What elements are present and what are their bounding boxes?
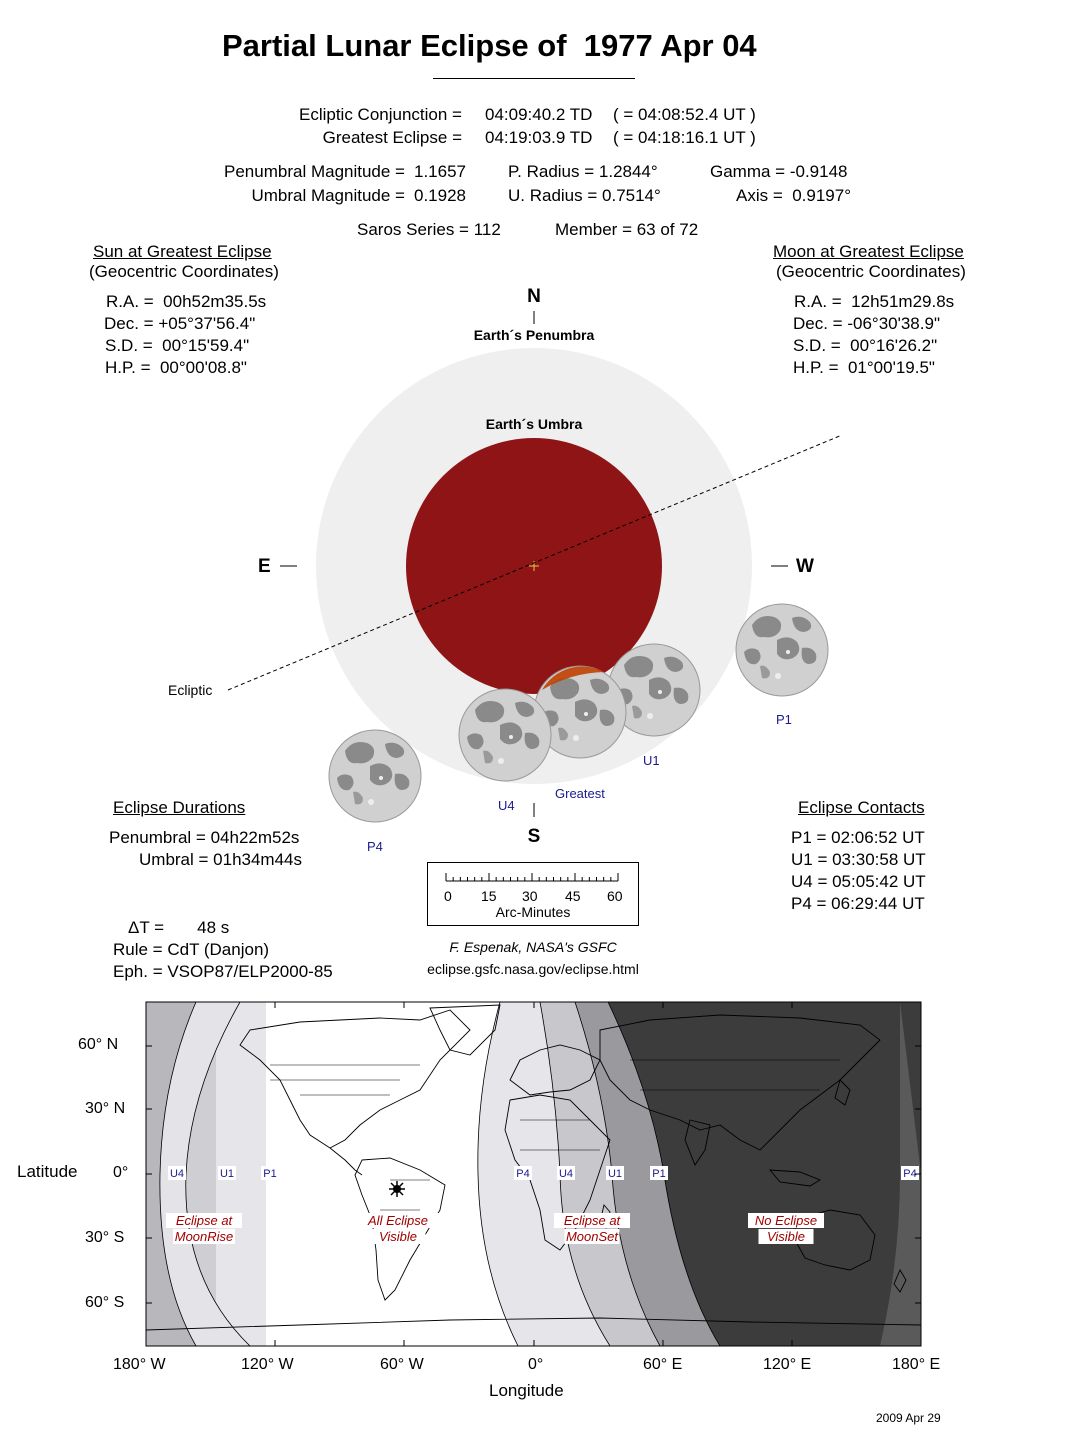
moon-hp: H.P. = 01°00'19.5" [793,358,935,377]
map-contact-tag [218,1166,236,1180]
lon-tick-120e: 120° E [763,1356,812,1373]
sun-ra: R.A. = 00h52m35.5s [106,292,267,311]
moon-u1-label: U1 [643,753,660,768]
svg-text:No Eclipse: No Eclipse [754,1213,818,1228]
moon-p1 [736,604,828,696]
penumbral-magnitude: 1.1657 [414,162,466,181]
svg-text:P4: P4 [516,1168,530,1180]
title-underline [433,78,635,79]
ephemeris: Eph. = VSOP87/ELP2000-85 [113,962,333,981]
svg-text:P1: P1 [263,1168,277,1180]
lat-tick-60n: 60° N [78,1036,119,1053]
scale-tick-60: 60 [607,888,623,904]
longitude-axis-label: Longitude [489,1381,564,1400]
south-label: S [527,826,541,847]
greatest-eclipse-td: 04:19:03.9 TD [485,128,593,147]
ecliptic-label: Ecliptic [168,682,213,698]
svg-text:U1: U1 [219,1168,235,1180]
penumbral-duration: Penumbral = 04h22m52s [109,828,300,847]
penumbral-radius: P. Radius = 1.2844° [508,162,658,181]
svg-text:MoonSet: MoonSet [565,1229,619,1244]
greatest-eclipse-label: Greatest Eclipse = [322,128,462,147]
east-label: E [258,556,271,577]
map-contact-tag [901,1166,919,1180]
latitude-axis-label: Latitude [17,1162,78,1181]
map-contact-tag [650,1166,668,1180]
greatest-eclipse-ut: ( = 04:18:16.1 UT ) [613,128,756,147]
lon-tick-180e: 180° E [892,1356,941,1373]
subsolar-point-icon [389,1181,405,1197]
sun-sd: S.D. = 00°15'59.4" [105,336,250,355]
conjunction-label: Ecliptic Conjunction = [298,105,462,124]
umbral-duration: Umbral = 01h34m44s [139,850,303,869]
lon-tick-0: 0° [528,1356,544,1373]
lat-tick-60s: 60° S [85,1294,125,1311]
moon-u4-label: U4 [498,798,515,813]
date-stamp: 2009 Apr 29 [876,1411,941,1425]
moon-p4-label: P4 [367,839,383,854]
contact-p4: P4 = 06:29:44 UT [791,894,925,913]
credit-author: F. Espenak, NASA's GSFC [449,939,617,955]
moon-dec: Dec. = -06°30'38.9" [793,314,940,333]
svg-text:Visible: Visible [378,1229,418,1244]
lon-tick-180w: 180° W [113,1356,166,1373]
sun-hp: H.P. = 00°00'08.8" [105,358,247,377]
svg-text:P1: P1 [652,1168,666,1180]
svg-text:Eclipse at: Eclipse at [563,1213,621,1228]
saros-series: Saros Series = 112 [357,220,501,239]
delta-t: ΔT = 48 s [128,918,230,937]
contact-u1: U1 = 03:30:58 UT [791,850,926,869]
svg-text:U1: U1 [607,1168,623,1180]
scale-tick-0: 0 [444,888,452,904]
credit-url[interactable]: eclipse.gsfc.nasa.gov/eclipse.html [427,961,639,977]
penumbra-label: Earth´s Penumbra [473,327,595,343]
umbra-label: Earth´s Umbra [485,416,583,432]
sun-heading: Sun at Greatest Eclipse [93,242,272,261]
moon-p4 [329,730,421,822]
map-zone-label [166,1213,242,1244]
lat-tick-30s: 30° S [85,1229,125,1246]
lon-tick-60w: 60° W [380,1356,424,1373]
svg-text:Eclipse at: Eclipse at [175,1213,233,1228]
scale-label: Arc-Minutes [495,904,571,920]
durations-heading: Eclipse Durations [113,798,246,817]
eclipse-diagram [0,280,1082,860]
map-contact-tag [261,1166,279,1180]
moon-sd: S.D. = 00°16'26.2" [793,336,938,355]
contacts-heading: Eclipse Contacts [798,798,925,817]
umbral-magnitude-label: Umbral Magnitude = [251,186,405,205]
svg-text:U4: U4 [558,1168,574,1180]
svg-text:MoonRise: MoonRise [174,1229,234,1244]
map-contact-tag [606,1166,624,1180]
danjon-rule: Rule = CdT (Danjon) [113,940,270,959]
lon-tick-120w: 120° W [241,1356,294,1373]
gamma: Gamma = -0.9148 [710,162,848,181]
contact-p1: P1 = 02:06:52 UT [791,828,925,847]
svg-text:U4: U4 [169,1168,185,1180]
penumbral-magnitude-label: Penumbral Magnitude = [224,162,405,181]
moon-u4 [459,689,551,781]
map-contact-tag [514,1166,532,1180]
sun-dec: Dec. = +05°37'56.4" [104,314,256,333]
saros-member: Member = 63 of 72 [555,220,699,239]
svg-text:All Eclipse: All Eclipse [368,1213,428,1228]
scale-tick-45: 45 [565,888,581,904]
svg-text:P4: P4 [903,1168,917,1180]
svg-text:Visible: Visible [766,1229,806,1244]
scale-box [427,862,639,926]
lat-tick-30n: 30° N [85,1100,126,1117]
moon-p1-label: P1 [776,712,792,727]
moon-ra: R.A. = 12h51m29.8s [794,292,955,311]
moon-heading: Moon at Greatest Eclipse [773,242,964,261]
map-contact-tag [557,1166,575,1180]
umbral-radius: U. Radius = 0.7514° [508,186,661,205]
moon-subheading: (Geocentric Coordinates) [776,262,966,281]
map-contact-tag [168,1166,186,1180]
axis: Axis = 0.9197° [736,186,852,205]
page-title: Partial Lunar Eclipse of 1977 Apr 04 [222,28,757,63]
conjunction-td: 04:09:40.2 TD [485,105,593,124]
west-label: W [796,556,814,577]
umbral-magnitude: 0.1928 [414,186,466,205]
conjunction-ut: ( = 04:08:52.4 UT ) [613,105,756,124]
scale-tick-30: 30 [522,888,538,904]
contact-u4: U4 = 05:05:42 UT [791,872,926,891]
scale-tick-15: 15 [481,888,497,904]
lat-tick-0: 0° [113,1164,129,1181]
north-label: N [527,286,541,307]
lon-tick-60e: 60° E [643,1356,683,1373]
visibility-map [0,995,1082,1405]
sun-subheading: (Geocentric Coordinates) [89,262,279,281]
greatest-label: Greatest [555,786,605,801]
